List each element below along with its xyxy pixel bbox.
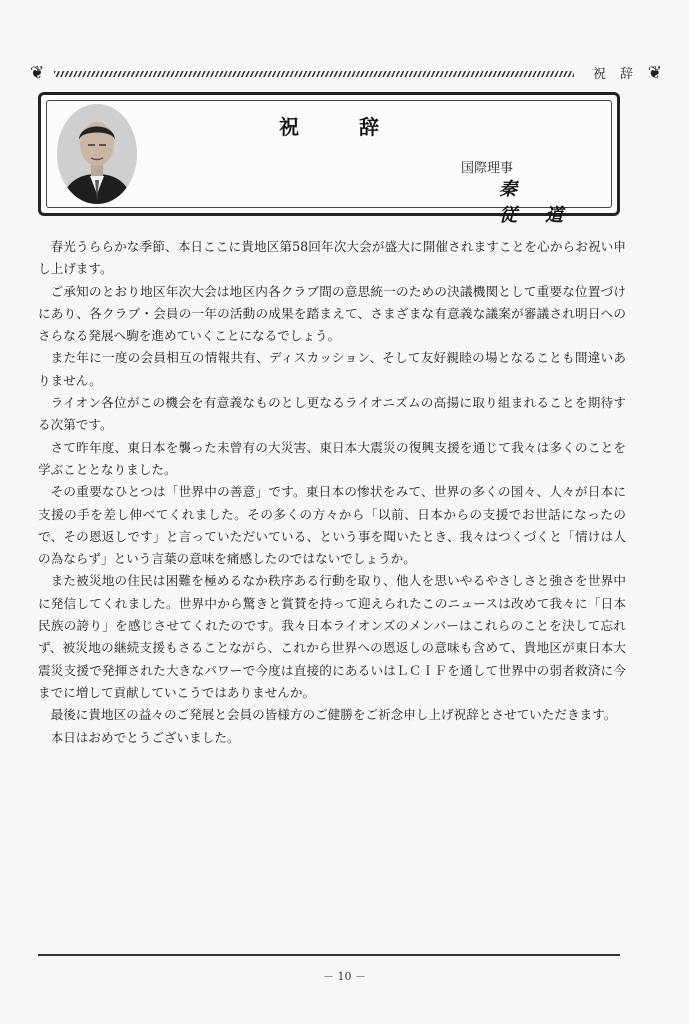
fleuron-right-icon: ❦ (647, 63, 662, 83)
paragraph: その重要なひとつは「世界中の善意」です。東日本の惨状をみて、世界の多くの国々、人々が日本に支援の手を差し伸べてくれました。その多くの方々から「以前、日本からの支援でお世話になったので、その恩返しです」と言っていただいている、という事を聞いたとき、我々はつくづくと「情けは人の為ならず」という言葉の意味を痛感したのではないでしょうか。 (38, 484, 626, 567)
fleuron-left-icon: ❦ (30, 63, 45, 83)
paragraph: 最後に貴地区の益々のご発展と会員の皆様方のご健勝をご祈念申し上げ祝辞とさせていただきます。 (50, 707, 617, 723)
footer-rule (38, 954, 620, 956)
author-signature: 秦 従道 (499, 179, 591, 226)
hatched-rule (54, 71, 574, 77)
title-frame (38, 92, 620, 226)
paragraph: ライオン各位がこの機会を有意義なものとし更なるライオニズムの高揚に取り組まれることを期待する次第です。 (38, 395, 626, 433)
running-title: 祝 辞 (592, 67, 638, 82)
paragraph: 本日はおめでとうございました。 (50, 729, 240, 745)
author-role: 国際理事 (461, 161, 514, 176)
paragraph: また年に一度の会員相互の情報共有、ディスカッション、そして友好親睦の場となることも間違いありません。 (38, 350, 626, 388)
paragraph: ご承知のとおり地区年次大会は地区内各クラブ間の意思統一のための決議機関として重要な位置づけにあり、各クラブ・会員の一年の活動の成果を踏まえて、さまざまな有意義な議案が審議され明日へのさらなる発展へ駒を進めていくことになるでしょう。 (38, 283, 626, 344)
page-title: 祝辞 (279, 115, 439, 139)
paragraph: さて昨年度、東日本を襲った未曾有の大災害、東日本大震災の復興支援を通じて我々は多くのことを学ぶこととなりました。 (38, 439, 627, 477)
running-header (30, 62, 662, 86)
page-number: － 10 － (323, 970, 366, 983)
paragraph: また被災地の住民は困難を極めるなか秩序ある行動を取り、他人を思いやるやさしさと強さを世界中に発信してくれました。世界中から驚きと賞賛を持って迎えられたこのニュースは改めて我々に「日本民族の誇り」を感じさせてくれたのです。我々日本ライオンズのメンバーはこれらのことを決して忘れず、被災地の継続支援もさることながら、これから世界への恩返しの意味も含めて、貴地区が東日本大震災支援で発揮された大きなパワーで今度は直接的にあるいはＬＣＩＦを通して世界中の弱者救済に今までに増して貢献していこうではありませんか。 (38, 573, 626, 700)
speech-body (38, 236, 626, 749)
paragraph: 春光うららかな季節、本日ここに貴地区第58回年次大会が盛大に開催されますことを心からお祝い申し上げます。 (38, 239, 626, 277)
